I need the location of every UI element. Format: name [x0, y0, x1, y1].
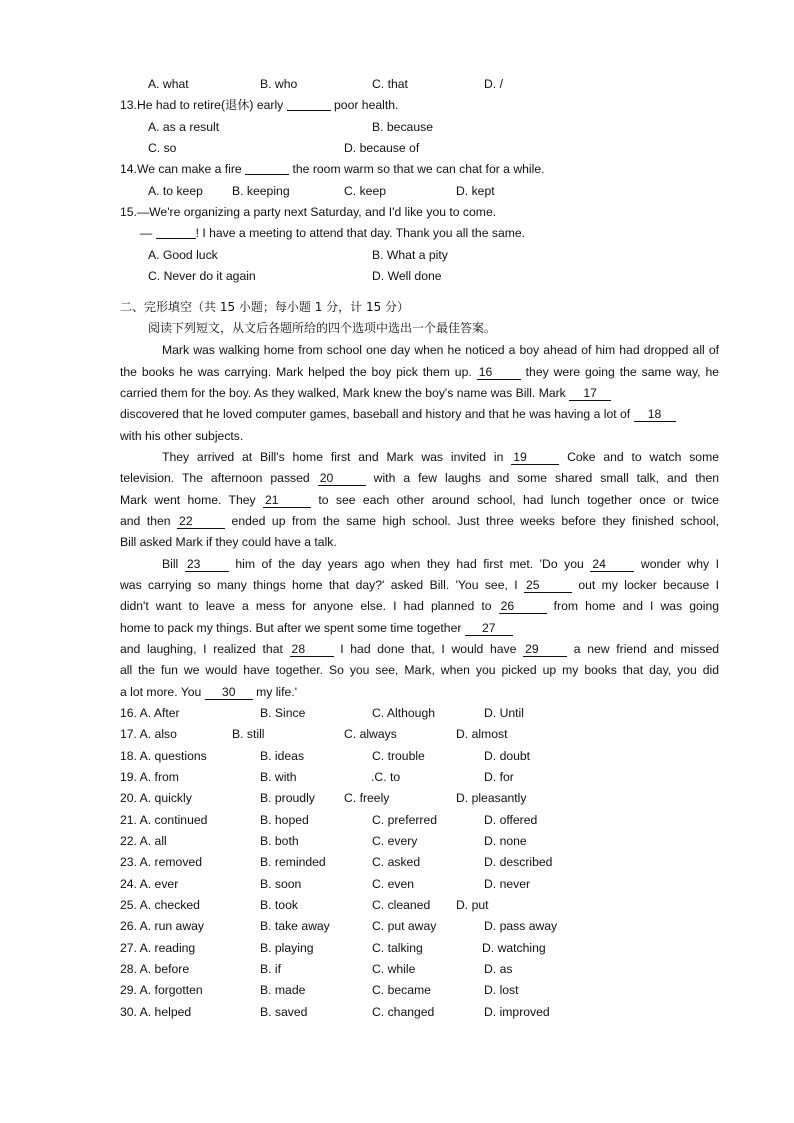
option: D. watching: [482, 941, 546, 955]
option: C. changed: [372, 1005, 435, 1019]
passage-line: with his other subjects.: [120, 429, 244, 443]
question-text: ! I have a meeting to attend that day. Thank you all the same.: [195, 226, 526, 240]
option: 21. A. continued: [120, 813, 208, 827]
q13-stem: [120, 95, 720, 115]
q15-options-row1: [120, 245, 720, 265]
question-text: 14.We can make a fire: [120, 162, 242, 176]
passage-text: discovered that he loved computer games, baseball and history and that he was having a lot of: [120, 407, 631, 421]
question-text: poor health.: [334, 98, 399, 112]
option: C. asked: [372, 855, 421, 869]
blank-16: 16: [477, 365, 521, 380]
option: B. playing: [260, 941, 314, 955]
passage-text: Mark went home. They: [120, 493, 256, 507]
option: C. trouble: [372, 749, 425, 763]
q13-options-row2: [120, 138, 720, 158]
passage-text: out my locker because I: [578, 578, 719, 592]
cloze-options-19: [120, 767, 720, 787]
cloze-options-23: [120, 852, 720, 872]
blank-22: 22: [177, 514, 225, 529]
passage-line: [162, 447, 719, 467]
option: C. that: [372, 77, 408, 91]
option: D. doubt: [484, 749, 531, 763]
option: D. none: [484, 834, 527, 848]
option: B. take away: [260, 919, 330, 933]
question-text: the room warm so that we can chat for a while.: [292, 162, 545, 176]
option: D. /: [484, 77, 503, 91]
cloze-options-27: [120, 938, 720, 958]
blank-25: 25: [524, 578, 572, 593]
passage-line: [120, 575, 719, 595]
question-text: —: [140, 226, 153, 240]
option: 18. A. questions: [120, 749, 207, 763]
cloze-options-22: [120, 831, 720, 851]
passage-text: to see each other around school, had lunch together once or twice: [318, 493, 719, 507]
q15-options-row2: [120, 266, 720, 286]
q14-options: [120, 181, 720, 201]
cloze-options-30: [120, 1002, 720, 1022]
option: 16. A. After: [120, 706, 180, 720]
passage-line: [120, 596, 719, 616]
passage-text: They arrived at Bill's home first and Mark was invited in: [162, 450, 504, 464]
blank-23: 23: [185, 557, 229, 572]
passage-text: a lot more. You: [120, 685, 202, 699]
option: B. hoped: [260, 813, 309, 827]
option: D. offered: [484, 813, 538, 827]
option: .C. to: [371, 770, 401, 784]
passage-text: they were going the same way, he: [525, 365, 719, 379]
option: B. saved: [260, 1005, 308, 1019]
option: B. if: [260, 962, 281, 976]
option: A. Good luck: [148, 248, 218, 262]
passage-text: from home and I was going: [553, 599, 719, 613]
passage-text: home to pack my things. But after we spent some time together: [120, 621, 462, 635]
passage-line: Bill asked Mark if they could have a talk.: [120, 535, 337, 549]
blank-24: 24: [590, 557, 634, 572]
option: C. every: [372, 834, 418, 848]
passage-line: Mark was walking home from school one day when he noticed a boy ahead of him had dropped all of: [162, 343, 719, 357]
passage-line: [120, 468, 719, 488]
option: 25. A. checked: [120, 898, 200, 912]
option: C. preferred: [372, 813, 438, 827]
option: B. What a pity: [372, 248, 448, 262]
option: D. pleasantly: [456, 791, 527, 805]
option: 23. A. removed: [120, 855, 202, 869]
option: C. keep: [344, 184, 387, 198]
option: D. Until: [484, 706, 524, 720]
option: C. became: [372, 983, 431, 997]
option: A. as a result: [148, 120, 220, 134]
passage-text: wonder why I: [640, 557, 719, 571]
cloze-options-16: [120, 703, 720, 723]
passage-line: [162, 554, 719, 574]
passage-line: [120, 404, 719, 424]
cloze-options-17: [120, 724, 720, 744]
passage-line: [120, 639, 719, 659]
option: C. while: [372, 962, 416, 976]
option: B. took: [260, 898, 298, 912]
passage-text: my life.': [256, 685, 298, 699]
option: C. Never do it again: [148, 269, 256, 283]
q14-stem: [120, 159, 720, 179]
passage-text: carried them for the boy. As they walked, Mark knew the boy's name was Bill. Mark: [120, 386, 566, 400]
option: C. Although: [372, 706, 436, 720]
cloze-options-25: [120, 895, 720, 915]
passage-text: Coke and to watch some: [567, 450, 719, 464]
option: D. Well done: [372, 269, 442, 283]
option: B. keeping: [232, 184, 290, 198]
option: D. because of: [344, 141, 420, 155]
option: 19. A. from: [120, 770, 179, 784]
option: B. made: [260, 983, 306, 997]
passage-text: television. The afternoon passed: [120, 471, 310, 485]
cloze-options-18: [120, 746, 720, 766]
q15-reply: [140, 223, 740, 243]
option: D. put: [456, 898, 489, 912]
blank-17: 17: [569, 386, 611, 401]
blank-20: 20: [318, 471, 366, 486]
passage-text: was carrying so many things home that day?' asked Bill. 'You see, I: [120, 578, 518, 592]
cloze-options-29: [120, 980, 720, 1000]
q13-options-row1: [120, 117, 720, 137]
passage-line: [120, 511, 719, 531]
option: D. lost: [484, 983, 519, 997]
option: C. so: [148, 141, 177, 155]
passage-line: [120, 362, 719, 382]
option: B. with: [260, 770, 297, 784]
cloze-options-24: [120, 874, 720, 894]
option: 24. A. ever: [120, 877, 179, 891]
cloze-options-26: [120, 916, 720, 936]
option: B. who: [260, 77, 298, 91]
cloze-options-28: [120, 959, 720, 979]
passage-text: with a few laughs and some shared small talk, and then: [373, 471, 719, 485]
passage-text: and then: [120, 514, 171, 528]
passage-text: and laughing, I realized that: [120, 642, 283, 656]
option: 20. A. quickly: [120, 791, 192, 805]
passage-line: [120, 490, 719, 510]
option: C. always: [344, 727, 397, 741]
blank-29: 29: [523, 642, 567, 657]
option: A. what: [148, 77, 189, 91]
passage-text: didn't want to leave a mess for anyone else. I had planned to: [120, 599, 492, 613]
cloze-options-20: [120, 788, 720, 808]
option: C. even: [372, 877, 415, 891]
blank-30: 30: [205, 685, 253, 700]
option: D. almost: [456, 727, 508, 741]
option: 28. A. before: [120, 962, 190, 976]
option: B. still: [232, 727, 265, 741]
option: 27. A. reading: [120, 941, 196, 955]
passage-line: [120, 682, 719, 702]
passage-text: the books he was carrying. Mark helped the boy pick them up.: [120, 365, 472, 379]
option: C. talking: [372, 941, 423, 955]
option: B. ideas: [260, 749, 305, 763]
cloze-options-21: [120, 810, 720, 830]
option: 30. A. helped: [120, 1005, 192, 1019]
option: D. described: [484, 855, 553, 869]
option: 29. A. forgotten: [120, 983, 203, 997]
passage-text: I had done that, I would have: [340, 642, 517, 656]
section-title: 二、完形填空（共 15 小题；每小题 1 分，计 15 分）: [120, 300, 410, 314]
answer-blank: [156, 225, 196, 239]
option: D. kept: [456, 184, 495, 198]
option: C. cleaned: [372, 898, 431, 912]
q15-stem: 15.—We're organizing a party next Saturday, and I'd like you to come.: [120, 205, 497, 219]
option: B. soon: [260, 877, 302, 891]
passage-text: him of the day years ago when they had first met. 'Do you: [235, 557, 584, 571]
option: C. put away: [372, 919, 437, 933]
option: D. for: [484, 770, 514, 784]
question-text: 13.He had to retire(退休) early: [120, 98, 284, 112]
blank-28: 28: [290, 642, 334, 657]
option: B. Since: [260, 706, 306, 720]
option: B. both: [260, 834, 299, 848]
passage-text: Bill: [162, 557, 179, 571]
option: B. because: [372, 120, 433, 134]
option: D. as: [484, 962, 513, 976]
q12-options: [120, 74, 720, 94]
option: A. to keep: [148, 184, 203, 198]
option: 17. A. also: [120, 727, 177, 741]
option: B. proudly: [260, 791, 315, 805]
passage-text: a new friend and missed: [573, 642, 719, 656]
option: C. freely: [344, 791, 390, 805]
blank-26: 26: [499, 599, 547, 614]
option: 22. A. all: [120, 834, 167, 848]
option: D. never: [484, 877, 531, 891]
blank-21: 21: [263, 493, 311, 508]
option: D. improved: [484, 1005, 550, 1019]
blank-18: 18: [634, 407, 676, 422]
option: B. reminded: [260, 855, 326, 869]
blank-19: 19: [511, 450, 559, 465]
section-instruction: 阅读下列短文，从文后各题所给的四个选项中选出一个最佳答案。: [148, 321, 497, 335]
passage-line: [120, 618, 719, 638]
answer-blank: [245, 161, 289, 175]
answer-blank: [287, 97, 331, 111]
passage-line: all the fun we would have together. So you see, Mark, when you picked up my books that day, you did: [120, 663, 719, 677]
option: D. pass away: [484, 919, 558, 933]
passage-line: [120, 383, 719, 403]
passage-text: ended up from the same high school. Just three weeks before they finished school,: [231, 514, 719, 528]
blank-27: 27: [465, 621, 513, 636]
option: 26. A. run away: [120, 919, 205, 933]
